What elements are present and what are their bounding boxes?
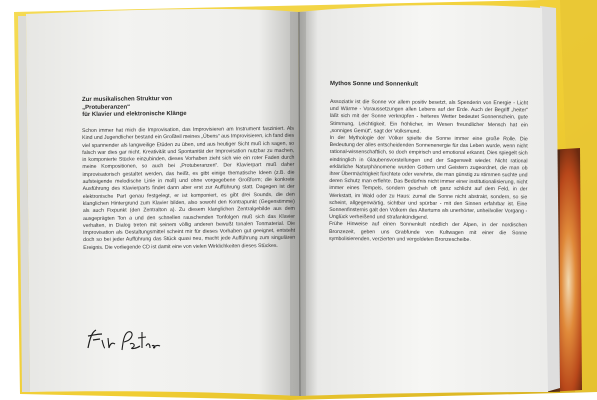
right-body-paragraph: Assoziativ ist die Sonne vor allem positiv besetzt, als Spenderin von Energie - Licht und Wärme - Voraussetzungen allen Lebens auf der Erde. Auch der Begriff „heiter“ läßt sich mit der Sonne verknüpfen - heiteres Wetter bedeutet Sonnenschein, gute Stimmung, Leichtigkeit. Ein fröhlicher, im Wesen freundlicher Mensch hat ein „sonniges Gemüt“, sagt der Volksmund.: [329, 99, 528, 135]
right-page-title: Mythos Sonne und Sonnenkult: [329, 81, 418, 88]
left-title-line: „Protuberanzen“: [82, 104, 131, 111]
left-page-title: [82, 95, 282, 120]
left-title-line: für Klavier und elektronische Klänge: [82, 111, 187, 119]
left-title-line: Zur musikalischen Struktur von: [82, 96, 173, 103]
right-body-paragraph: In der Mythologie der Völker spielte die Sonne immer eine große Rolle. Die Bedeutung der alles entscheidenden Sonnenenergie für das Leben wurde, wenn nicht rational-wissenschaftlich, so doch empirisch und emotional erkannt. Dies spiegelt sich eindringlich in Glaubensvorstellungen und der Sagenwelt wieder. Nicht rational erklärliche Naturphänomene wurden Göttern und Geistern zugeordnet, die man ob ihrer Übermächtigkeit fürchtete oder verehrte, die man günstig zu stimmen suchte und deren Schutz man erflehte. Das Bedürfnis nicht immer einer institutionalisierung, nicht immer eines Tempels, sondern geschah oft ganz schlicht auf dem Feld, in der Werkstatt, im Wald oder zu Haus: zumal die Sonne nicht abstrakt, sondern, so sie scheint, allgegenwärtig, sichtbar und spürbar - mit den Sinnen erfahrbar ist. Eine Sonnenfinsternis galt den Völkern des Altertums als unerhörter, unheilvoller Vorgang - Unglück verheißend und strafankündigend.: [329, 135, 528, 221]
right-page-body: [329, 99, 528, 244]
handwritten-signature: [84, 326, 164, 356]
left-body-paragraph: Schon immer hat mich die Improvisation, das Improvisieren am Instrument fasziniert. Als Kind und Jugendlicher bestand ein Großteil meines „Übens“ aus Improvisieren, ich fand dies viel spannender als langweilige Etüden zu üben, und aus heutiger Sicht muß ich sagen, so falsch war dies gar nicht. Kreativität und Spontanität der Improvisation nutzbar zu machen, in komponierte Stücke einzubinden, dieses Vorhaben zieht sich wie ein roter Faden durch meine Kompositionen, so auch bei „Protuberanzen“. Der Klavierpart muß daher improvisatorisch gestaltet werden, das heißt, es gibt einige thematische Ideen (z.B. die aufsteigende melodische Linie in moll) und ohne vorgegebene Großform; die konkrete Ausführung des Klavierparts findet dann aber erst zur Aufführung statt. Dagegen ist der elektronische Part genau festgelegt, er ist komponiert, es gibt drei Sounds, die den klanglichen Hintergrund zum Klavier bilden, also sowohl den Kontrapunkt (Gegenstimme) als auch Fixpunkt (den Zentralton a). Zu diesem klanglichen Zentralgebilde aus dem ausgeprägten Ton a und den schnellen rauschenden Tonfolgen muß sich das Klavier verhalten, in Dialog treten mit seinem völlig anderen bewußt tonalen Tonmaterial. Die Improvisation als Gestaltungsmittel scheint mir für dieses Vorhaben gut geeignet, entsteht doch so bei jeder Aufführung das Stück quasi neu, macht jede Aufführung zum singulären Ereignis. Die vorliegende CD ist damit eine von vielen Wirklichkeiten dieses Stückes.: [82, 125, 296, 251]
right-body-paragraph: Frühe Hinweise auf einen Sonnenkult nördlich der Alpen, in der nordischen Bronzezeit, geben uns Grabfunde von Kultwagen mit einer die Sonne symbolisierenden, verzierten und vergoldeten Bronzescheibe.: [329, 221, 528, 243]
left-page-body: [82, 126, 295, 252]
signature-drawing: [84, 326, 164, 356]
